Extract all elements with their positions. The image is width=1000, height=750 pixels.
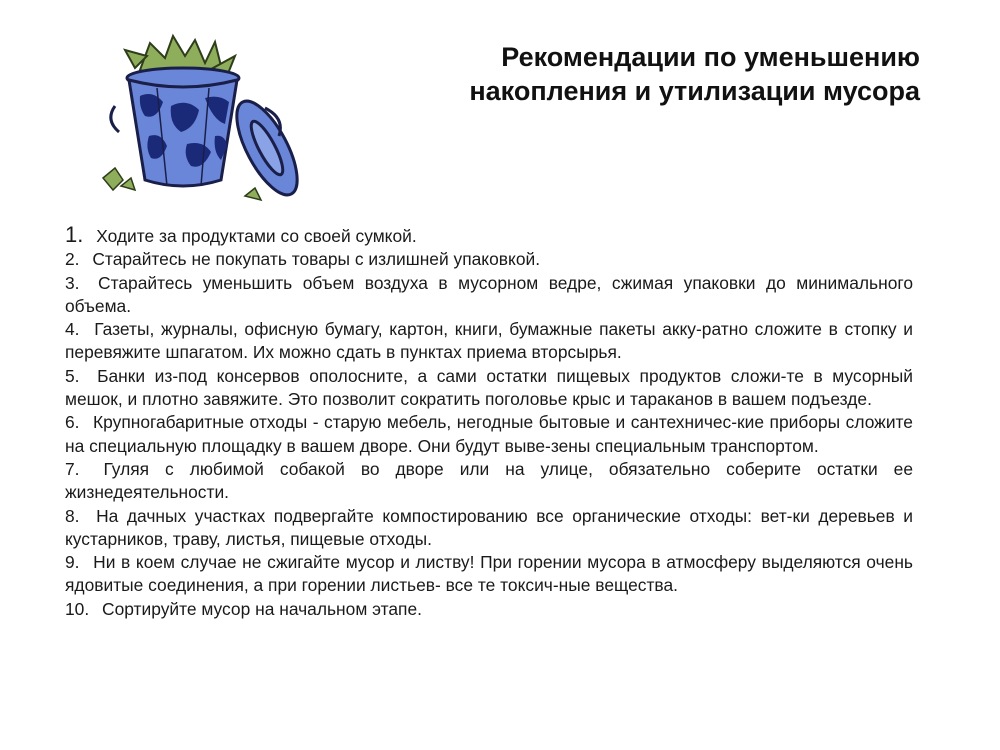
list-item [65, 318, 913, 365]
item-text: Крупногабаритные отходы - старую мебель, негодные бытовые и сантехничес-кие приборы сложите на специальную площадку в вашем дворе. Они будут выве-зены специальным транспортом. [65, 412, 913, 456]
list-item [65, 458, 913, 505]
item-text: Ходите за продуктами со своей сумкой. [96, 226, 417, 246]
list-item [65, 248, 913, 271]
recommendations-list [65, 223, 913, 621]
title-line-2: накопления и утилизации мусора [469, 76, 920, 106]
item-number: 7. [65, 458, 80, 479]
item-text: Гуляя с любимой собакой во дворе или на улице, обязательно соберите остатки ее жизнедеятельности. [65, 458, 913, 503]
item-number: 1. [65, 222, 84, 247]
title-line-1: Рекомендации по уменьшению [501, 42, 920, 72]
page-title [420, 40, 920, 108]
item-number: 6. [65, 412, 80, 433]
item-number: 2. [65, 249, 80, 270]
item-number: 5. [65, 365, 80, 386]
item-text: Банки из-под консервов ополосните, а сами остатки пищевых продуктов сложи-те в мусорный мешок, и плотно завяжите. Это позволит сократить поголовье крыс и тараканов в вашем подъезде. [65, 365, 913, 410]
item-number: 4. [65, 319, 80, 340]
item-number: 9. [65, 552, 80, 573]
item-text: Старайтесь уменьшить объем воздуха в мусорном ведре, сжимая упаковки до минимального объема. [65, 272, 913, 316]
list-item [65, 505, 913, 552]
item-text: Старайтесь не покупать товары с излишней упаковкой. [92, 249, 541, 270]
lid [225, 93, 309, 203]
item-text: Газеты, журналы, офисную бумагу, картон, книги, бумажные пакеты акку-ратно сложите в стопку и перевяжите шпагатом. Их можно сдать в пунктах приема вторсырья. [65, 319, 913, 363]
list-item [65, 272, 913, 319]
item-text: На дачных участках подвергайте компостированию все органические отходы: вет-ки деревьев и кустарников, траву, листья, пищевые отходы. [65, 505, 913, 549]
list-item [65, 598, 913, 621]
item-number: 8. [65, 505, 80, 526]
item-text: Ни в коем случае не сжигайте мусор и листву! При горении мусора в атмосферу выделяются очень ядовитые соединения, а при горении листьев- все те токсич-ные вещества. [65, 552, 913, 596]
list-item [65, 223, 913, 248]
trash-can-icon [95, 28, 310, 203]
item-number: 3. [65, 272, 80, 293]
list-item [65, 411, 913, 458]
item-text: Сортируйте мусор на начальном этапе. [102, 598, 422, 619]
list-item [65, 551, 913, 598]
item-number: 10. [65, 598, 90, 619]
list-item [65, 365, 913, 412]
